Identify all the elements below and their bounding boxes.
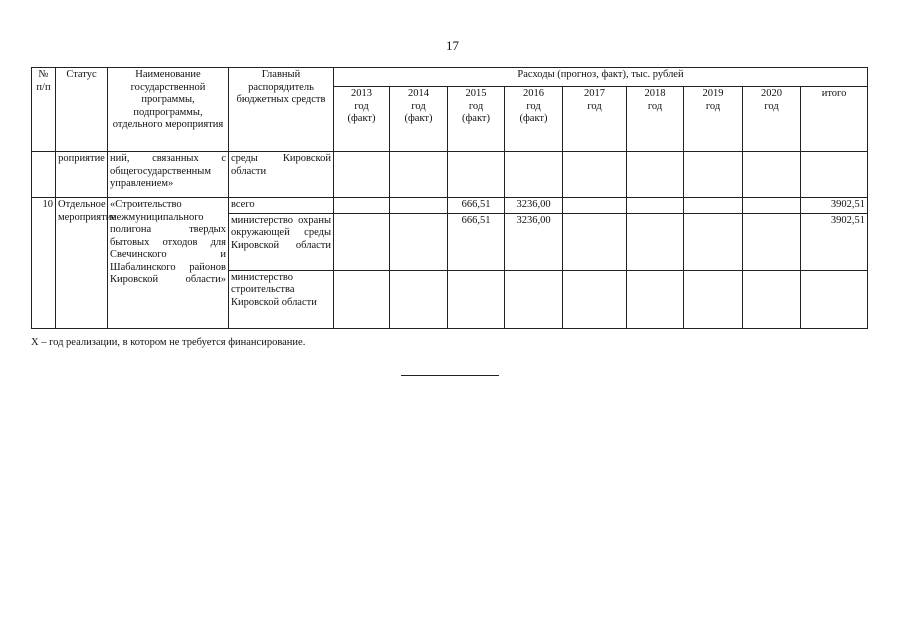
value-total: 3902,51 (801, 213, 868, 270)
admin-cell: среды Кировской области (229, 152, 334, 198)
value-2015: 666,51 (448, 198, 505, 214)
admin-cell: министерство строительства Кировской области (229, 270, 334, 328)
table-row (32, 198, 868, 214)
header-expenses: Расходы (прогноз, факт), тыс. рублей (334, 68, 868, 87)
value-2015 (448, 270, 505, 328)
page-number: 17 (446, 38, 459, 53)
year-2015-header: 2015 год (факт) (448, 87, 505, 152)
budget-table (31, 67, 868, 329)
year-2020-header: 2020 год (743, 87, 801, 152)
year-2016-header: 2016 год (факт) (505, 87, 563, 152)
end-divider (401, 375, 499, 376)
name-cell: «Строительство межмуниципального полигона твердых бытовых отходов для Свечинского и Шабалинского районов Кировской области» (108, 198, 229, 329)
year-2017-header: 2017 год (563, 87, 627, 152)
value-2016 (505, 270, 563, 328)
value-2016: 3236,00 (505, 213, 563, 270)
admin-cell: всего (229, 198, 334, 214)
value-2016: 3236,00 (505, 198, 563, 214)
status-cell: роприятие (56, 152, 108, 198)
value-total: 3902,51 (801, 198, 868, 214)
value-2015: 666,51 (448, 213, 505, 270)
admin-cell: министерство охраны окружающей среды Кировской области (229, 213, 334, 270)
num-cell: 10 (32, 198, 56, 329)
year-2018-header: 2018 год (627, 87, 684, 152)
header-row (32, 68, 868, 87)
header-status: Статус (56, 68, 108, 152)
year-2014-header: 2014 год (факт) (390, 87, 448, 152)
value-total (801, 270, 868, 328)
year-2019-header: 2019 год (684, 87, 743, 152)
header-admin: Главный распорядитель бюджетных средств (229, 68, 334, 152)
name-cell: ний, связанных с общегосударственным управлением» (108, 152, 229, 198)
header-total: итого (801, 87, 868, 152)
header-name: Наименование государственной программы, подпрограммы, отдельного мероприятия (108, 68, 229, 152)
footnote: X – год реализации, в котором не требуется финансирование. (31, 337, 306, 348)
table-row (32, 152, 868, 198)
header-num: № п/п (32, 68, 56, 152)
status-cell: Отдельное мероприятие (56, 198, 108, 329)
year-2013-header: 2013 год (факт) (334, 87, 390, 152)
